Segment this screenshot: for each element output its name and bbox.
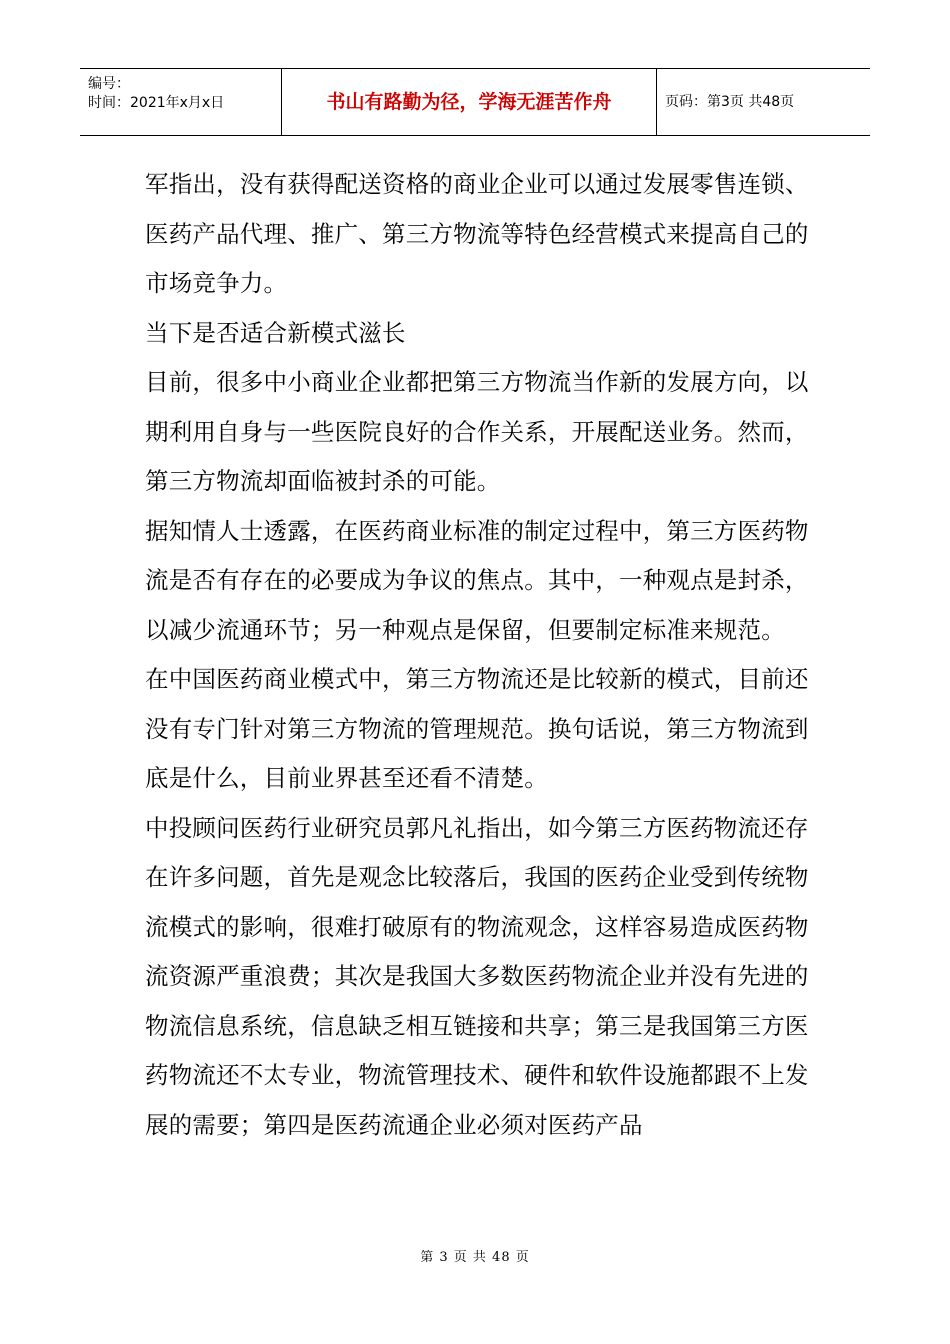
section-heading: 当下是否适合新模式滋长	[145, 318, 406, 347]
body-paragraph: 在中国医药商业模式中，第三方物流还是比较新的模式，目前还没有专门针对第三方物流的管理规范。换句话说，第三方物流到底是什么，目前业界甚至还看不清楚。	[145, 665, 809, 792]
header-meta-cell	[80, 69, 282, 135]
header-motto: 书山有路勤为径，学海无涯苦作舟	[282, 69, 657, 135]
body-paragraph: 军指出，没有获得配送资格的商业企业可以通过发展零售连锁、医药产品代理、推广、第三方物流等特色经营模式来提高自己的市场竞争力。	[145, 170, 809, 297]
body-paragraph: 目前，很多中小商业企业都把第三方物流当作新的发展方向，以期利用自身与一些医院良好的合作关系，开展配送业务。然而，第三方物流却面临被封杀的可能。	[145, 368, 809, 495]
page-header	[80, 68, 870, 136]
document-time-label: 时间：2021年x月x日	[88, 95, 225, 111]
body-paragraph: 中投顾问医药行业研究员郭凡礼指出，如今第三方医药物流还存在许多问题，首先是观念比较落后，我国的医药企业受到传统物流模式的影响，很难打破原有的物流观念，这样容易造成医药物流资源严重浪费；其次是我国大多数医药物流企业并没有先进的物流信息系统，信息缺乏相互链接和共享；第三是我国第三方医药物流还不太专业，物流管理技术、硬件和软件设施都跟不上发展的需要；第四是医药流通企业必须对医药产品	[145, 813, 809, 1139]
body-paragraph: 据知情人士透露，在医药商业标准的制定过程中，第三方医药物流是否有存在的必要成为争议的焦点。其中，一种观点是封杀，以减少流通环节；另一种观点是保留，但要制定标准来规范。	[145, 516, 809, 644]
document-body	[145, 160, 810, 1150]
document-number-label: 编号：	[88, 76, 130, 92]
header-page-code: 页码：第3页 共48页	[665, 94, 795, 110]
page-footer: 第 3 页 共 48 页	[420, 1250, 530, 1265]
